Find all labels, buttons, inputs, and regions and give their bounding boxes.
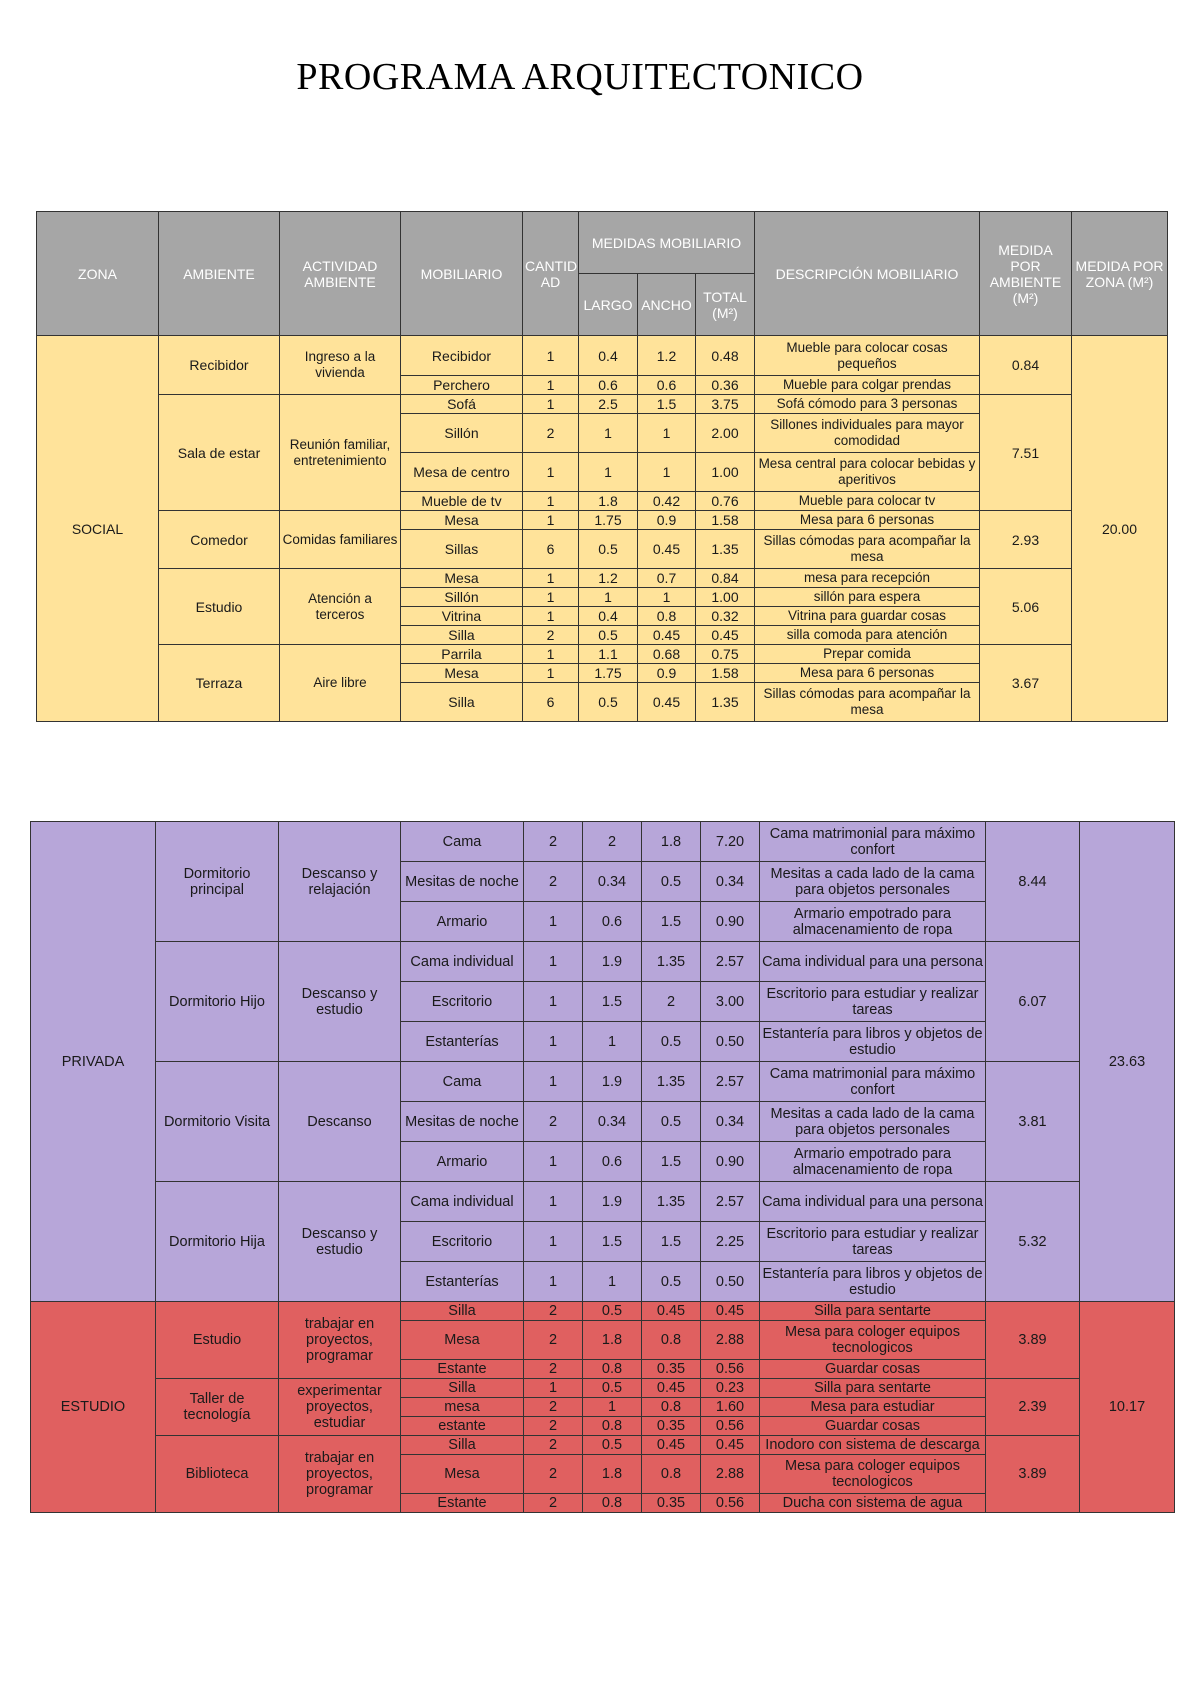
header-medida-zona: MEDIDA POR ZONA (M²) xyxy=(1072,212,1168,336)
header-zona: ZONA xyxy=(37,212,159,336)
descripcion-cell: Inodoro con sistema de descarga xyxy=(760,1436,986,1455)
total-cell: 3.00 xyxy=(701,982,760,1022)
descripcion-cell: Vitrina para guardar cosas xyxy=(755,607,980,626)
mobiliario-cell: Mueble de tv xyxy=(401,492,523,511)
total-cell: 1.35 xyxy=(696,683,755,722)
largo-cell: 1.1 xyxy=(579,645,638,664)
medida-ambiente-cell: 2.39 xyxy=(986,1379,1080,1436)
social-table-row xyxy=(37,569,1168,588)
social-table-row xyxy=(37,645,1168,664)
actividad-cell: Comidas familiares xyxy=(280,511,401,569)
mobiliario-cell: Silla xyxy=(401,683,523,722)
privada-medida-zona-cell: 23.63 xyxy=(1080,822,1175,1302)
largo-cell: 1.75 xyxy=(579,511,638,530)
cantidad-cell: 1 xyxy=(524,1379,583,1398)
mobiliario-cell: Mesitas de noche xyxy=(401,1102,524,1142)
total-cell: 1.35 xyxy=(696,530,755,569)
total-cell: 0.45 xyxy=(701,1302,760,1321)
cantidad-cell: 1 xyxy=(523,569,579,588)
mobiliario-cell: Escritorio xyxy=(401,1222,524,1262)
estudio-table-row xyxy=(31,1302,1175,1321)
privada-table-row xyxy=(31,1062,1175,1102)
ambiente-cell: Estudio xyxy=(159,569,280,645)
mobiliario-cell: Sillas xyxy=(401,530,523,569)
medida-ambiente-cell: 2.93 xyxy=(980,511,1072,569)
cantidad-cell: 1 xyxy=(523,395,579,414)
ancho-cell: 0.8 xyxy=(642,1398,701,1417)
descripcion-cell: sillón para espera xyxy=(755,588,980,607)
ancho-cell: 1.35 xyxy=(642,942,701,982)
descripcion-cell: Estantería para libros y objetos de estudio xyxy=(760,1262,986,1302)
medida-ambiente-cell: 3.81 xyxy=(986,1062,1080,1182)
descripcion-cell: Ducha con sistema de agua xyxy=(760,1494,986,1513)
cantidad-cell: 1 xyxy=(523,336,579,376)
descripcion-cell: Mesa para 6 personas xyxy=(755,664,980,683)
total-cell: 1.00 xyxy=(696,453,755,492)
header-cantidad: CANTID AD xyxy=(523,212,579,336)
ancho-cell: 0.5 xyxy=(642,862,701,902)
descripcion-cell: Prepar comida xyxy=(755,645,980,664)
mobiliario-cell: Mesa xyxy=(401,569,523,588)
largo-cell: 0.34 xyxy=(583,862,642,902)
total-cell: 0.56 xyxy=(701,1417,760,1436)
mobiliario-cell: Sillón xyxy=(401,588,523,607)
total-cell: 0.90 xyxy=(701,902,760,942)
total-cell: 0.23 xyxy=(701,1379,760,1398)
mobiliario-cell: Sillón xyxy=(401,414,523,453)
descripcion-cell: Mesitas a cada lado de la cama para objetos personales xyxy=(760,862,986,902)
cantidad-cell: 2 xyxy=(523,414,579,453)
largo-cell: 0.5 xyxy=(579,530,638,569)
header-descripcion: DESCRIPCIÓN MOBILIARIO xyxy=(755,212,980,336)
header-mobiliario: MOBILIARIO xyxy=(401,212,523,336)
largo-cell: 1.9 xyxy=(583,1062,642,1102)
descripcion-cell: Sofá cómodo para 3 personas xyxy=(755,395,980,414)
ancho-cell: 0.5 xyxy=(642,1102,701,1142)
cantidad-cell: 1 xyxy=(524,1222,583,1262)
social-table-row xyxy=(37,395,1168,414)
mobiliario-cell: Silla xyxy=(401,626,523,645)
medida-ambiente-cell: 3.89 xyxy=(986,1302,1080,1379)
ambiente-cell: Dormitorio Hija xyxy=(156,1182,279,1302)
social-medida-zona-cell: 20.00 xyxy=(1072,336,1168,722)
cantidad-cell: 6 xyxy=(523,683,579,722)
ancho-cell: 0.45 xyxy=(638,530,696,569)
largo-cell: 0.6 xyxy=(579,376,638,395)
largo-cell: 0.6 xyxy=(583,1142,642,1182)
descripcion-cell: Silla para sentarte xyxy=(760,1302,986,1321)
mobiliario-cell: Perchero xyxy=(401,376,523,395)
mobiliario-cell: Armario xyxy=(401,1142,524,1182)
ancho-cell: 1.35 xyxy=(642,1062,701,1102)
ambiente-cell: Terraza xyxy=(159,645,280,722)
ancho-cell: 2 xyxy=(642,982,701,1022)
cantidad-cell: 2 xyxy=(524,1455,583,1494)
mobiliario-cell: Cama xyxy=(401,1062,524,1102)
ambiente-cell: Dormitorio Hijo xyxy=(156,942,279,1062)
total-cell: 0.34 xyxy=(701,862,760,902)
cantidad-cell: 2 xyxy=(524,1436,583,1455)
actividad-cell: trabajar en proyectos, programar xyxy=(279,1302,401,1379)
mobiliario-cell: Mesa xyxy=(401,1455,524,1494)
total-cell: 0.75 xyxy=(696,645,755,664)
descripcion-cell: mesa para recepción xyxy=(755,569,980,588)
cantidad-cell: 1 xyxy=(523,453,579,492)
ambiente-cell: Taller de tecnología xyxy=(156,1379,279,1436)
descripcion-cell: Mueble para colocar tv xyxy=(755,492,980,511)
mobiliario-cell: Escritorio xyxy=(401,982,524,1022)
medida-ambiente-cell: 0.84 xyxy=(980,336,1072,395)
medida-ambiente-cell: 3.67 xyxy=(980,645,1072,722)
total-cell: 0.45 xyxy=(701,1436,760,1455)
descripcion-cell: Mesa para estudiar xyxy=(760,1398,986,1417)
header-ancho: ANCHO xyxy=(638,274,696,336)
actividad-cell: experimentar proyectos, estudiar xyxy=(279,1379,401,1436)
estudio-table-row xyxy=(31,1379,1175,1398)
descripcion-cell: Guardar cosas xyxy=(760,1360,986,1379)
header-medidas: MEDIDAS MOBILIARIO xyxy=(579,212,755,274)
descripcion-cell: Mesitas a cada lado de la cama para objetos personales xyxy=(760,1102,986,1142)
total-cell: 2.57 xyxy=(701,942,760,982)
ancho-cell: 0.9 xyxy=(638,511,696,530)
descripcion-cell: Armario empotrado para almacenamiento de ropa xyxy=(760,1142,986,1182)
header-medida-ambiente: MEDIDA POR AMBIENTE (M²) xyxy=(980,212,1072,336)
mobiliario-cell: Silla xyxy=(401,1379,524,1398)
descripcion-cell: Mesa central para colocar bebidas y aperitivos xyxy=(755,453,980,492)
ambiente-cell: Sala de estar xyxy=(159,395,280,511)
total-cell: 1.58 xyxy=(696,511,755,530)
descripcion-cell: Cama individual para una persona xyxy=(760,942,986,982)
largo-cell: 1.2 xyxy=(579,569,638,588)
descripcion-cell: Cama individual para una persona xyxy=(760,1182,986,1222)
cantidad-cell: 1 xyxy=(524,1182,583,1222)
cantidad-cell: 2 xyxy=(524,1360,583,1379)
largo-cell: 0.4 xyxy=(579,607,638,626)
largo-cell: 1.8 xyxy=(583,1455,642,1494)
descripcion-cell: Escritorio para estudiar y realizar tareas xyxy=(760,1222,986,1262)
ancho-cell: 1 xyxy=(638,453,696,492)
largo-cell: 0.5 xyxy=(579,683,638,722)
largo-cell: 1.75 xyxy=(579,664,638,683)
total-cell: 0.76 xyxy=(696,492,755,511)
cantidad-cell: 1 xyxy=(524,1262,583,1302)
largo-cell: 0.4 xyxy=(579,336,638,376)
cantidad-cell: 1 xyxy=(523,492,579,511)
descripcion-cell: Mueble para colocar cosas pequeños xyxy=(755,336,980,376)
total-cell: 2.25 xyxy=(701,1222,760,1262)
cantidad-cell: 1 xyxy=(523,607,579,626)
total-cell: 0.56 xyxy=(701,1360,760,1379)
cantidad-cell: 1 xyxy=(524,942,583,982)
ancho-cell: 1.2 xyxy=(638,336,696,376)
descripcion-cell: Silla para sentarte xyxy=(760,1379,986,1398)
largo-cell: 0.8 xyxy=(583,1360,642,1379)
cantidad-cell: 2 xyxy=(524,1321,583,1360)
ancho-cell: 0.35 xyxy=(642,1494,701,1513)
total-cell: 0.50 xyxy=(701,1262,760,1302)
social-zona-cell: SOCIAL xyxy=(37,336,159,722)
total-cell: 1.58 xyxy=(696,664,755,683)
actividad-cell: Descanso y estudio xyxy=(279,1182,401,1302)
ancho-cell: 0.45 xyxy=(638,626,696,645)
ancho-cell: 0.45 xyxy=(642,1379,701,1398)
total-cell: 7.20 xyxy=(701,822,760,862)
descripcion-cell: Escritorio para estudiar y realizar tareas xyxy=(760,982,986,1022)
actividad-cell: Atención a terceros xyxy=(280,569,401,645)
ambiente-cell: Estudio xyxy=(156,1302,279,1379)
ancho-cell: 1.5 xyxy=(638,395,696,414)
mobiliario-cell: Cama individual xyxy=(401,1182,524,1222)
largo-cell: 2 xyxy=(583,822,642,862)
mobiliario-cell: Mesa xyxy=(401,511,523,530)
ambiente-cell: Dormitorio Visita xyxy=(156,1062,279,1182)
privada-estudio-program-table xyxy=(30,821,1175,1513)
total-cell: 0.84 xyxy=(696,569,755,588)
medida-ambiente-cell: 5.06 xyxy=(980,569,1072,645)
mobiliario-cell: Cama xyxy=(401,822,524,862)
header-total: TOTAL (M²) xyxy=(696,274,755,336)
cantidad-cell: 1 xyxy=(524,1062,583,1102)
ancho-cell: 0.5 xyxy=(642,1262,701,1302)
descripcion-cell: Sillas cómodas para acompañar la mesa xyxy=(755,683,980,722)
cantidad-cell: 1 xyxy=(524,982,583,1022)
privada-zona-cell: PRIVADA xyxy=(31,822,156,1302)
largo-cell: 0.5 xyxy=(583,1436,642,1455)
descripcion-cell: Mesa para cologer equipos tecnologicos xyxy=(760,1455,986,1494)
estudio-table-row xyxy=(31,1436,1175,1455)
mobiliario-cell: Silla xyxy=(401,1436,524,1455)
privada-table-row xyxy=(31,822,1175,862)
largo-cell: 1.9 xyxy=(583,942,642,982)
cantidad-cell: 2 xyxy=(524,1398,583,1417)
ancho-cell: 1.5 xyxy=(642,1222,701,1262)
cantidad-cell: 1 xyxy=(523,376,579,395)
ancho-cell: 0.45 xyxy=(642,1436,701,1455)
largo-cell: 1.8 xyxy=(579,492,638,511)
total-cell: 0.45 xyxy=(696,626,755,645)
cantidad-cell: 2 xyxy=(524,862,583,902)
mobiliario-cell: Cama individual xyxy=(401,942,524,982)
total-cell: 2.88 xyxy=(701,1455,760,1494)
total-cell: 1.00 xyxy=(696,588,755,607)
mobiliario-cell: Mesitas de noche xyxy=(401,862,524,902)
largo-cell: 1.9 xyxy=(583,1182,642,1222)
actividad-cell: Descanso xyxy=(279,1062,401,1182)
cantidad-cell: 2 xyxy=(524,1417,583,1436)
largo-cell: 1.5 xyxy=(583,1222,642,1262)
cantidad-cell: 1 xyxy=(524,1142,583,1182)
ancho-cell: 0.5 xyxy=(642,1022,701,1062)
descripcion-cell: Mueble para colgar prendas xyxy=(755,376,980,395)
actividad-cell: Ingreso a la vivienda xyxy=(280,336,401,395)
ancho-cell: 0.9 xyxy=(638,664,696,683)
total-cell: 0.56 xyxy=(701,1494,760,1513)
cantidad-cell: 2 xyxy=(524,1102,583,1142)
descripcion-cell: Sillas cómodas para acompañar la mesa xyxy=(755,530,980,569)
mobiliario-cell: Estante xyxy=(401,1360,524,1379)
ambiente-cell: Dormitorio principal xyxy=(156,822,279,942)
cantidad-cell: 1 xyxy=(524,902,583,942)
largo-cell: 0.5 xyxy=(579,626,638,645)
ancho-cell: 1 xyxy=(638,588,696,607)
total-cell: 2.00 xyxy=(696,414,755,453)
total-cell: 0.90 xyxy=(701,1142,760,1182)
page-title: PROGRAMA ARQUITECTONICO xyxy=(296,56,864,98)
header-ambiente: AMBIENTE xyxy=(159,212,280,336)
ancho-cell: 1.8 xyxy=(642,822,701,862)
descripcion-cell: silla comoda para atención xyxy=(755,626,980,645)
privada-table-row xyxy=(31,942,1175,982)
ambiente-cell: Biblioteca xyxy=(156,1436,279,1513)
descripcion-cell: Estantería para libros y objetos de estudio xyxy=(760,1022,986,1062)
mobiliario-cell: estante xyxy=(401,1417,524,1436)
total-cell: 0.50 xyxy=(701,1022,760,1062)
actividad-cell: Descanso y estudio xyxy=(279,942,401,1062)
cantidad-cell: 2 xyxy=(523,626,579,645)
total-cell: 2.57 xyxy=(701,1062,760,1102)
ancho-cell: 0.8 xyxy=(638,607,696,626)
largo-cell: 1.8 xyxy=(583,1321,642,1360)
descripcion-cell: Armario empotrado para almacenamiento de ropa xyxy=(760,902,986,942)
mobiliario-cell: Armario xyxy=(401,902,524,942)
mobiliario-cell: Mesa de centro xyxy=(401,453,523,492)
medida-ambiente-cell: 8.44 xyxy=(986,822,1080,942)
ancho-cell: 0.45 xyxy=(638,683,696,722)
total-cell: 2.57 xyxy=(701,1182,760,1222)
mobiliario-cell: Vitrina xyxy=(401,607,523,626)
ancho-cell: 1.35 xyxy=(642,1182,701,1222)
mobiliario-cell: Mesa xyxy=(401,664,523,683)
ancho-cell: 0.6 xyxy=(638,376,696,395)
largo-cell: 1.5 xyxy=(583,982,642,1022)
total-cell: 2.88 xyxy=(701,1321,760,1360)
social-program-table xyxy=(36,211,1168,722)
privada-table-row xyxy=(31,1182,1175,1222)
ancho-cell: 0.8 xyxy=(642,1321,701,1360)
total-cell: 0.48 xyxy=(696,336,755,376)
largo-cell: 2.5 xyxy=(579,395,638,414)
largo-cell: 1 xyxy=(579,588,638,607)
cantidad-cell: 1 xyxy=(524,1022,583,1062)
ancho-cell: 1.5 xyxy=(642,902,701,942)
descripcion-cell: Guardar cosas xyxy=(760,1417,986,1436)
ancho-cell: 1 xyxy=(638,414,696,453)
mobiliario-cell: mesa xyxy=(401,1398,524,1417)
header-actividad: ACTIVIDAD AMBIENTE xyxy=(280,212,401,336)
descripcion-cell: Mesa para cologer equipos tecnologicos xyxy=(760,1321,986,1360)
ancho-cell: 0.42 xyxy=(638,492,696,511)
cantidad-cell: 1 xyxy=(523,588,579,607)
header-row xyxy=(37,212,1168,274)
largo-cell: 0.6 xyxy=(583,902,642,942)
mobiliario-cell: Estante xyxy=(401,1494,524,1513)
ancho-cell: 0.8 xyxy=(642,1455,701,1494)
largo-cell: 0.34 xyxy=(583,1102,642,1142)
largo-cell: 0.8 xyxy=(583,1494,642,1513)
cantidad-cell: 6 xyxy=(523,530,579,569)
medida-ambiente-cell: 6.07 xyxy=(986,942,1080,1062)
cantidad-cell: 1 xyxy=(523,511,579,530)
ancho-cell: 0.7 xyxy=(638,569,696,588)
largo-cell: 0.5 xyxy=(583,1379,642,1398)
largo-cell: 1 xyxy=(583,1022,642,1062)
descripcion-cell: Cama matrimonial para máximo confort xyxy=(760,1062,986,1102)
mobiliario-cell: Recibidor xyxy=(401,336,523,376)
largo-cell: 1 xyxy=(579,453,638,492)
mobiliario-cell: Estanterías xyxy=(401,1262,524,1302)
ancho-cell: 0.45 xyxy=(642,1302,701,1321)
cantidad-cell: 1 xyxy=(523,645,579,664)
ancho-cell: 0.35 xyxy=(642,1360,701,1379)
largo-cell: 0.8 xyxy=(583,1417,642,1436)
estudio-zona-cell: ESTUDIO xyxy=(31,1302,156,1513)
ambiente-cell: Recibidor xyxy=(159,336,280,395)
mobiliario-cell: Sofá xyxy=(401,395,523,414)
social-table-row xyxy=(37,336,1168,376)
total-cell: 1.60 xyxy=(701,1398,760,1417)
total-cell: 3.75 xyxy=(696,395,755,414)
total-cell: 0.36 xyxy=(696,376,755,395)
cantidad-cell: 2 xyxy=(524,822,583,862)
header-largo: LARGO xyxy=(579,274,638,336)
mobiliario-cell: Parrila xyxy=(401,645,523,664)
mobiliario-cell: Mesa xyxy=(401,1321,524,1360)
actividad-cell: Descanso y relajación xyxy=(279,822,401,942)
mobiliario-cell: Silla xyxy=(401,1302,524,1321)
total-cell: 0.32 xyxy=(696,607,755,626)
largo-cell: 1 xyxy=(583,1262,642,1302)
ancho-cell: 0.35 xyxy=(642,1417,701,1436)
ancho-cell: 1.5 xyxy=(642,1142,701,1182)
actividad-cell: Reunión familiar, entretenimiento xyxy=(280,395,401,511)
descripcion-cell: Cama matrimonial para máximo confort xyxy=(760,822,986,862)
ambiente-cell: Comedor xyxy=(159,511,280,569)
actividad-cell: Aire libre xyxy=(280,645,401,722)
estudio-medida-zona-cell: 10.17 xyxy=(1080,1302,1175,1513)
descripcion-cell: Sillones individuales para mayor comodidad xyxy=(755,414,980,453)
mobiliario-cell: Estanterías xyxy=(401,1022,524,1062)
medida-ambiente-cell: 5.32 xyxy=(986,1182,1080,1302)
medida-ambiente-cell: 7.51 xyxy=(980,395,1072,511)
cantidad-cell: 2 xyxy=(524,1494,583,1513)
ancho-cell: 0.68 xyxy=(638,645,696,664)
largo-cell: 1 xyxy=(583,1398,642,1417)
actividad-cell: trabajar en proyectos, programar xyxy=(279,1436,401,1513)
cantidad-cell: 2 xyxy=(524,1302,583,1321)
descripcion-cell: Mesa para 6 personas xyxy=(755,511,980,530)
largo-cell: 1 xyxy=(579,414,638,453)
social-table-row xyxy=(37,511,1168,530)
largo-cell: 0.5 xyxy=(583,1302,642,1321)
medida-ambiente-cell: 3.89 xyxy=(986,1436,1080,1513)
total-cell: 0.34 xyxy=(701,1102,760,1142)
cantidad-cell: 1 xyxy=(523,664,579,683)
